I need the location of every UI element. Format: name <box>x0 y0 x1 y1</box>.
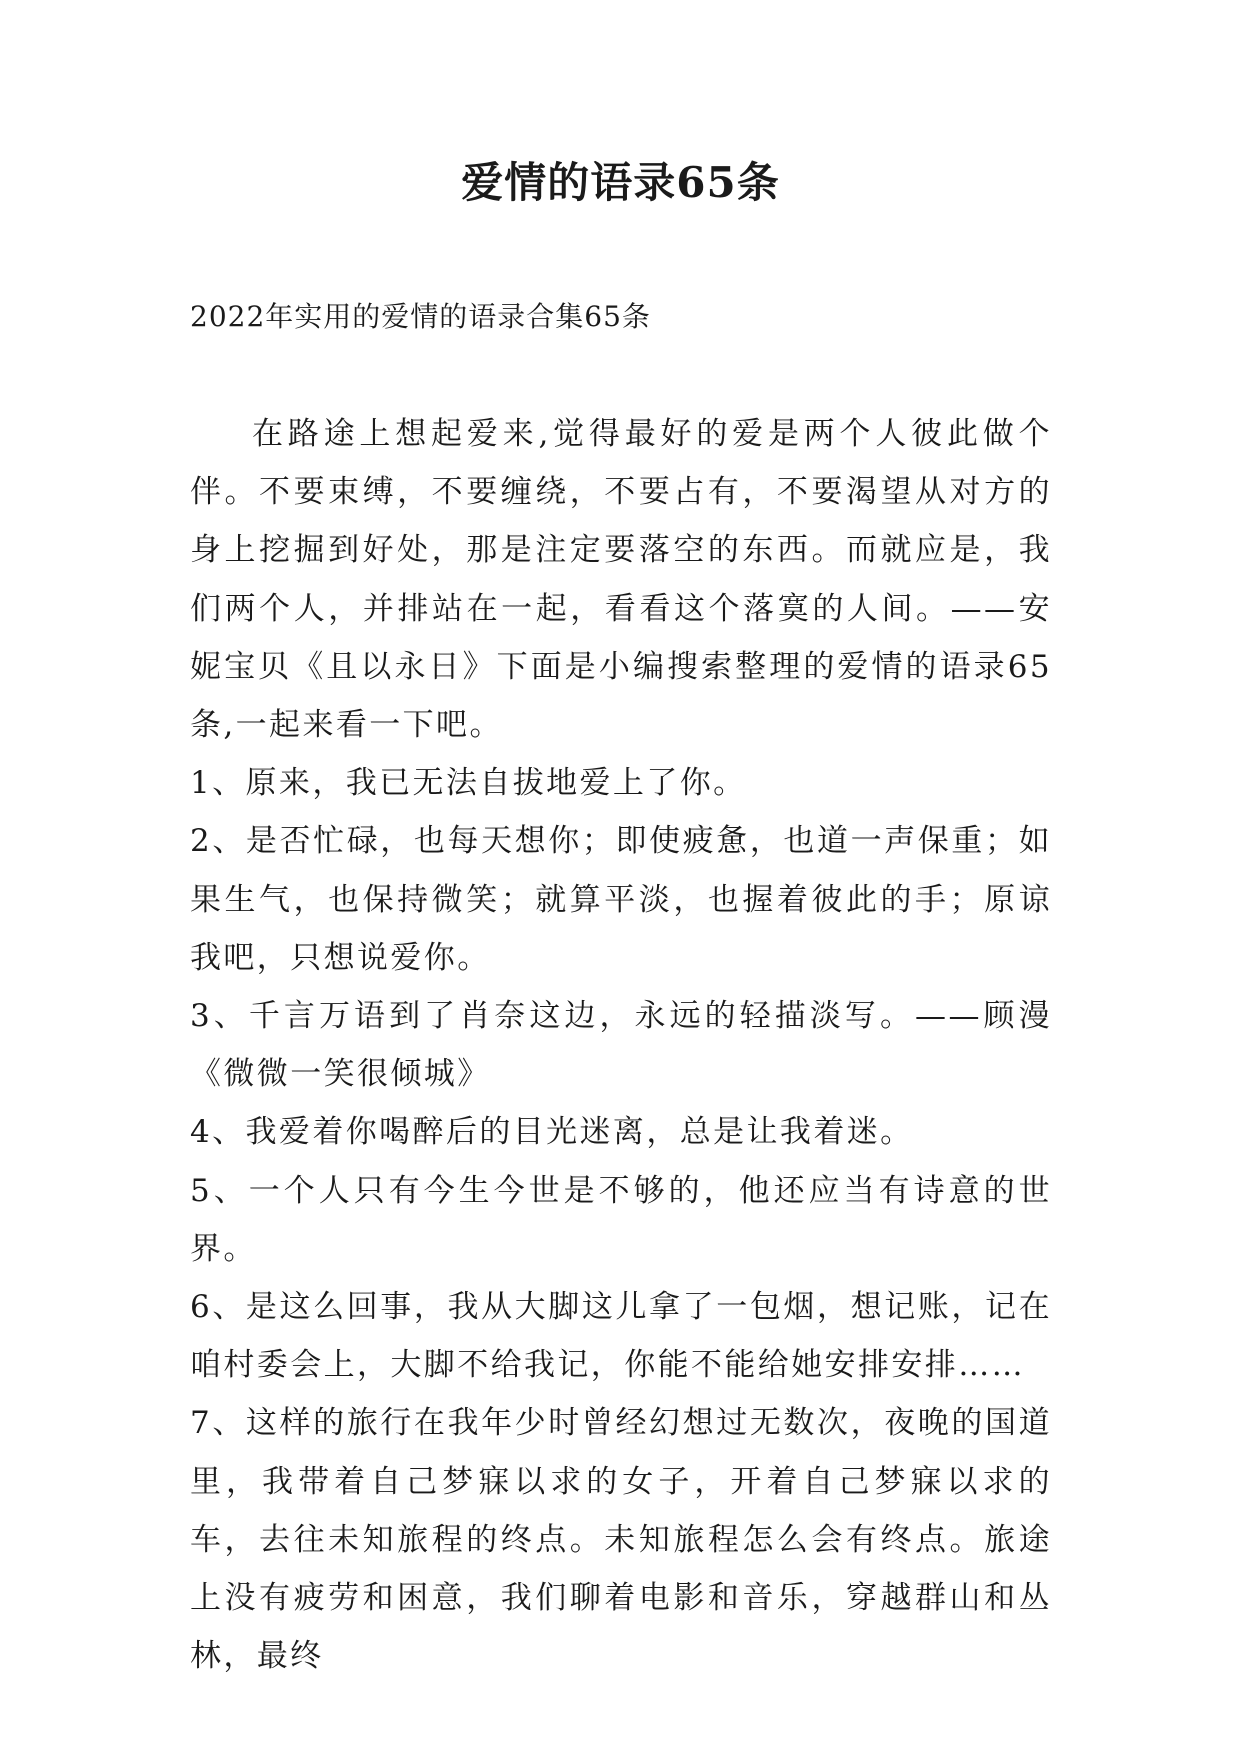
intro-paragraph: 在路途上想起爱来,觉得最好的爱是两个人彼此做个伴。不要束缚，不要缠绕，不要占有，不要渴望从对方的身上挖掘到好处，那是注定要落空的东西。而就应是，我们两个人，并排站在一起，看看这个落寞的人间。——安妮宝贝《且以永日》下面是小编搜索整理的爱情的语录65条,一起来看一下吧。 <box>190 416 1052 744</box>
quote-item: 6、是这么回事，我从大脚这儿拿了一包烟，想记账，记在咱村委会上，大脚不给我记，你能不能给她安排安排…… <box>190 1289 1052 1384</box>
quote-item: 4、我爱着你喝醉后的目光迷离，总是让我着迷。 <box>190 1114 914 1151</box>
quote-item: 7、这样的旅行在我年少时曾经幻想过无数次，夜晚的国道里，我带着自己梦寐以求的女子，开着自己梦寐以求的车，去往未知旅程的终点。未知旅程怎么会有终点。旅途上没有疲劳和困意，我们聊着电影和音乐，穿越群山和丛林，最终 <box>190 1405 1052 1675</box>
document-body <box>190 405 1052 1685</box>
quote-item: 3、千言万语到了肖奈这边，永远的轻描淡写。——顾漫《微微一笑很倾城》 <box>190 998 1052 1093</box>
document-subtitle: 2022年实用的爱情的语录合集65条 <box>190 300 651 333</box>
document-title: 爱情的语录65条 <box>461 158 780 207</box>
quote-item: 1、原来，我已无法自拔地爱上了你。 <box>190 765 747 802</box>
quote-item: 5、一个人只有今生今世是不够的，他还应当有诗意的世界。 <box>190 1172 1052 1267</box>
quote-item: 2、是否忙碌，也每天想你；即使疲惫，也道一声保重；如果生气，也保持微笑；就算平淡，也握着彼此的手；原谅我吧，只想说爱你。 <box>190 823 1052 976</box>
